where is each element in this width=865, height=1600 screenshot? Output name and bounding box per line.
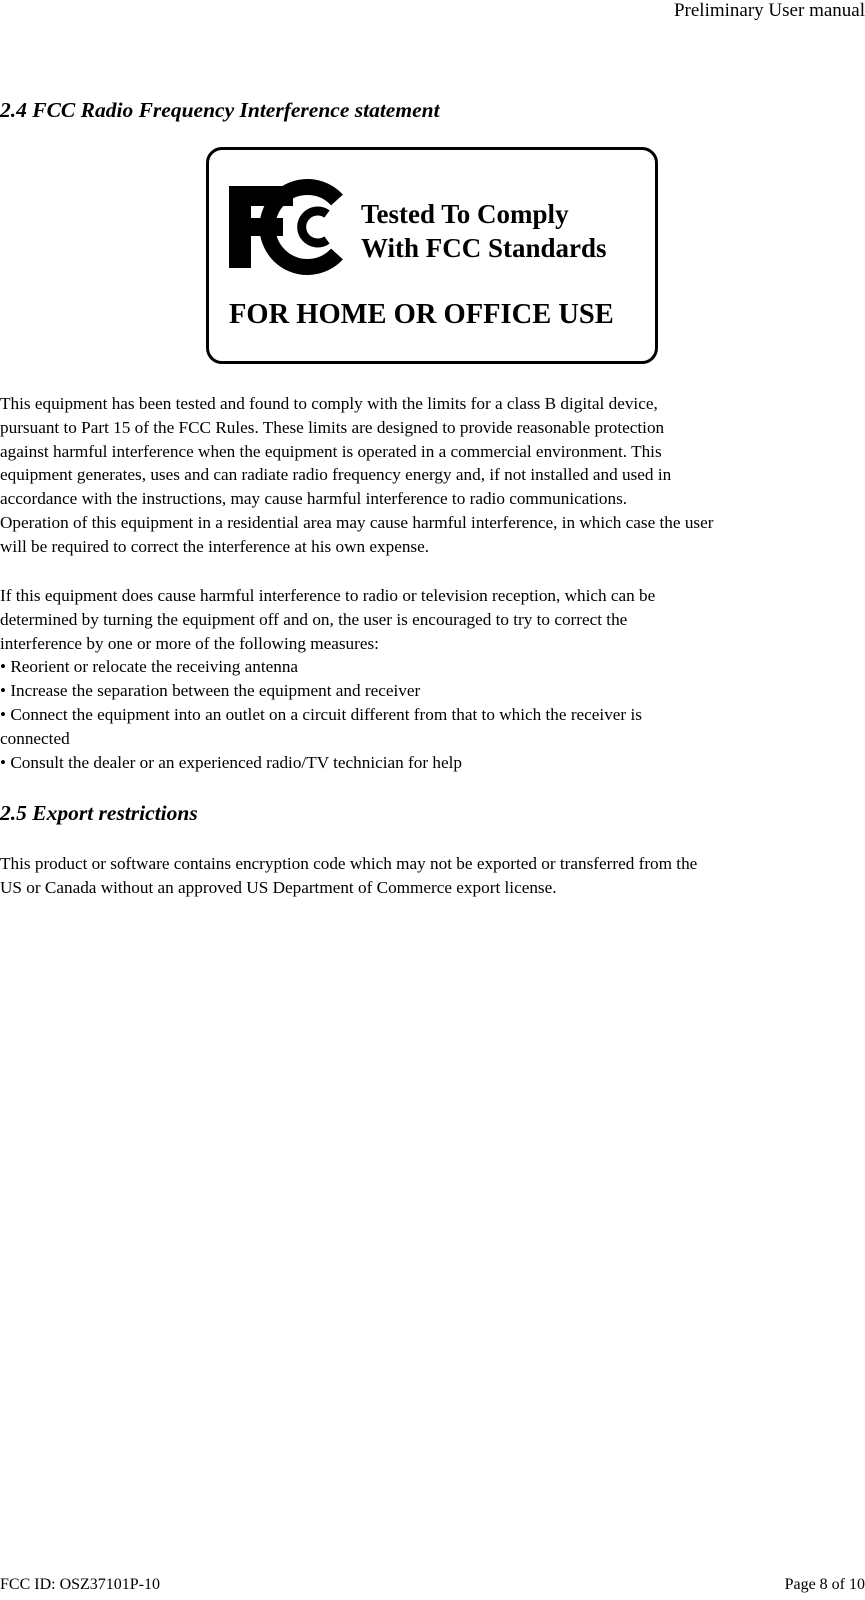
text-line: equipment generates, uses and can radiate radio frequency energy and, if not installed and used in bbox=[0, 465, 672, 485]
text-line: If this equipment does cause harmful interference to radio or television reception, which can be bbox=[0, 586, 656, 605]
export-paragraph bbox=[0, 852, 865, 900]
logo-line-3: FOR HOME OR OFFICE USE bbox=[229, 299, 614, 330]
bullet-item: • Increase the separation between the equipment and receiver bbox=[0, 681, 421, 701]
text-line: accordance with the instructions, may cause harmful interference to radio communications. bbox=[0, 489, 628, 509]
text-line: interference by one or more of the following measures: bbox=[0, 633, 379, 653]
text-line: US or Canada without an approved US Department of Commerce export license. bbox=[0, 877, 557, 897]
bullet-item: • Consult the dealer or an experienced radio/TV technician for help bbox=[0, 752, 462, 772]
bullet-item-continuation: connected bbox=[0, 728, 70, 748]
section-heading-fcc: 2.4 FCC Radio Frequency Interference statement bbox=[0, 98, 440, 122]
text-line: determined by turning the equipment off and on, the user is encouraged to try to correct the bbox=[0, 609, 628, 629]
fcc-mark-icon bbox=[229, 186, 337, 268]
text-line: Operation of this equipment in a residential area may cause harmful interference, in which case the user bbox=[0, 512, 714, 532]
bullet-item: • Connect the equipment into an outlet on a circuit different from that to which the receiver is bbox=[0, 704, 642, 724]
text-line: pursuant to Part 15 of the FCC Rules. These limits are designed to provide reasonable protection bbox=[0, 417, 665, 437]
footer-fcc-id: FCC ID: OSZ37101P-10 bbox=[0, 1576, 161, 1593]
footer-page-number: Page 8 of 10 bbox=[784, 1576, 865, 1593]
text-line: against harmful interference when the equipment is operated in a commercial environment. This bbox=[0, 441, 662, 461]
logo-line-2: With FCC Standards bbox=[361, 233, 607, 263]
fcc-paragraph-2 bbox=[0, 584, 865, 774]
fcc-compliance-logo bbox=[206, 147, 658, 364]
text-line: will be required to correct the interference at his own expense. bbox=[0, 536, 430, 556]
bullet-item: • Reorient or relocate the receiving antenna bbox=[0, 657, 299, 677]
text-line: This equipment has been tested and found to comply with the limits for a class B digital device, bbox=[0, 394, 658, 413]
fcc-logo-graphic bbox=[209, 150, 661, 367]
section-heading-export: 2.5 Export restrictions bbox=[0, 801, 198, 825]
page-header-title: Preliminary User manual bbox=[673, 0, 865, 21]
logo-line-1: Tested To Comply bbox=[361, 199, 569, 229]
text-line: This product or software contains encryption code which may not be exported or transferred from the bbox=[0, 854, 698, 873]
fcc-paragraph-1 bbox=[0, 392, 865, 559]
